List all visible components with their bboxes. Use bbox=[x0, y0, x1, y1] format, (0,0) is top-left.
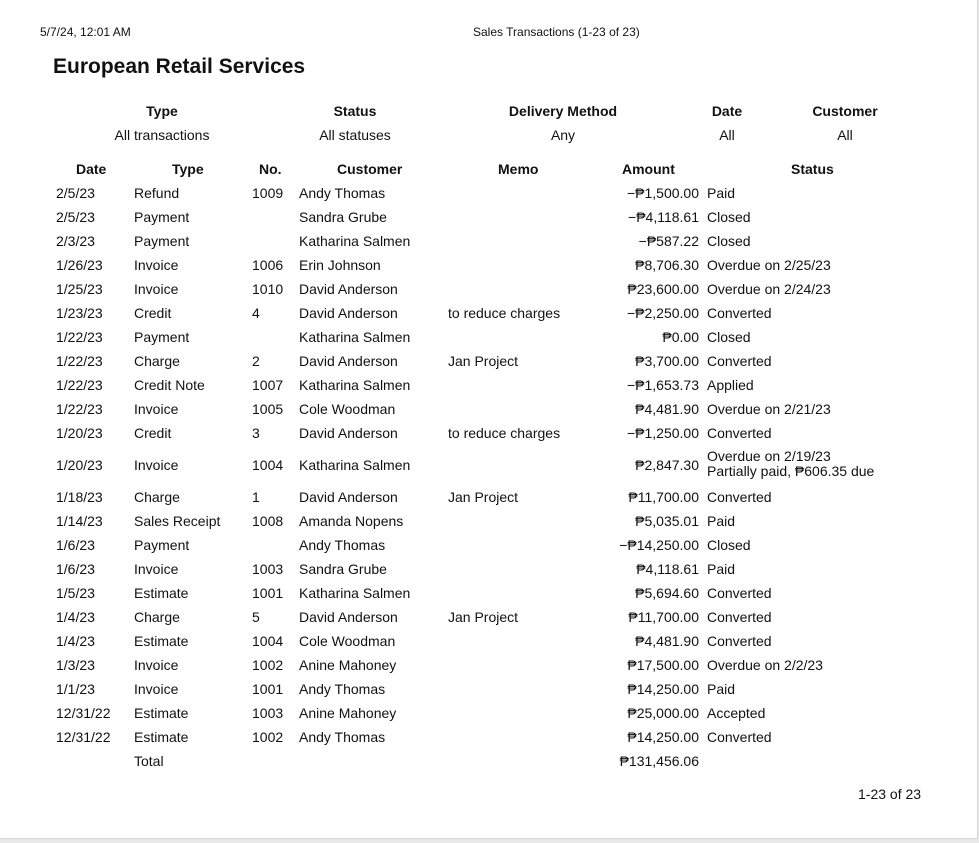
row-date: 1/22/23 bbox=[56, 401, 103, 417]
row-number: 1002 bbox=[252, 729, 284, 745]
column-header-status: Status bbox=[791, 161, 834, 177]
row-amount: −₱14,250.00 bbox=[619, 537, 699, 553]
row-type: Credit bbox=[134, 305, 172, 321]
row-type: Invoice bbox=[134, 281, 179, 297]
column-header-customer: Customer bbox=[337, 161, 403, 177]
filter-customer bbox=[795, 103, 895, 147]
row-status: Accepted bbox=[707, 705, 766, 721]
pagination-info: 1-23 of 23 bbox=[858, 786, 922, 802]
row-status-line1: Overdue on 2/19/23 bbox=[707, 448, 831, 464]
row-date: 1/3/23 bbox=[56, 657, 95, 673]
row-amount: ₱4,118.61 bbox=[636, 561, 699, 577]
row-number: 1004 bbox=[252, 457, 284, 473]
row-memo: Jan Project bbox=[448, 609, 519, 625]
row-memo: to reduce charges bbox=[448, 425, 561, 441]
row-type: Estimate bbox=[134, 705, 189, 721]
row-customer: Katharina Salmen bbox=[299, 377, 411, 393]
row-customer: Erin Johnson bbox=[299, 257, 381, 273]
filter-status-label: Status bbox=[333, 103, 377, 119]
row-status: Overdue on 2/2/23 bbox=[707, 657, 823, 673]
row-customer: Amanda Nopens bbox=[299, 513, 404, 529]
row-amount: ₱3,700.00 bbox=[635, 353, 699, 369]
row-customer: David Anderson bbox=[299, 489, 398, 505]
row-date: 1/26/23 bbox=[56, 257, 103, 273]
filter-customer-value: All bbox=[837, 127, 853, 143]
row-type: Invoice bbox=[134, 657, 179, 673]
row-customer: Andy Thomas bbox=[299, 681, 386, 697]
print-date: 5/7/24, 12:01 AM bbox=[40, 25, 131, 39]
column-header-type: Type bbox=[172, 161, 204, 177]
row-date: 1/1/23 bbox=[56, 681, 95, 697]
filter-delivery-value: Any bbox=[550, 127, 576, 143]
row-amount: −₱2,250.00 bbox=[626, 305, 699, 321]
row-amount: −₱1,500.00 bbox=[626, 185, 699, 201]
row-status: Converted bbox=[707, 425, 772, 441]
row-status: Paid bbox=[707, 513, 736, 529]
row-type: Refund bbox=[134, 185, 180, 201]
row-amount: ₱23,600.00 bbox=[627, 281, 699, 297]
row-status: Paid bbox=[707, 681, 736, 697]
row-number: 1003 bbox=[252, 705, 284, 721]
row-amount: ₱11,700.00 bbox=[628, 609, 699, 625]
row-customer: Anine Mahoney bbox=[299, 657, 397, 673]
row-status: Converted bbox=[707, 353, 772, 369]
row-type: Sales Receipt bbox=[134, 513, 221, 529]
row-date: 1/18/23 bbox=[56, 489, 103, 505]
row-type: Estimate bbox=[134, 633, 189, 649]
row-date: 2/3/23 bbox=[56, 233, 95, 249]
row-date: 1/20/23 bbox=[56, 425, 103, 441]
row-customer: Sandra Grube bbox=[299, 209, 387, 225]
row-date: 12/31/22 bbox=[56, 729, 111, 745]
row-date: 1/4/23 bbox=[56, 609, 95, 625]
total-label: Total bbox=[134, 753, 164, 769]
row-customer: Cole Woodman bbox=[299, 633, 396, 649]
row-number: 1 bbox=[252, 489, 260, 505]
row-type: Credit Note bbox=[134, 377, 205, 393]
row-customer: David Anderson bbox=[299, 305, 398, 321]
row-date: 1/25/23 bbox=[56, 281, 103, 297]
row-customer: Andy Thomas bbox=[299, 537, 386, 553]
row-customer: Cole Woodman bbox=[299, 401, 396, 417]
row-customer: David Anderson bbox=[299, 353, 398, 369]
row-type: Charge bbox=[134, 609, 180, 625]
row-date: 1/14/23 bbox=[56, 513, 103, 529]
row-amount: ₱2,847.30 bbox=[635, 457, 699, 473]
filter-date bbox=[687, 103, 767, 147]
row-amount: ₱17,500.00 bbox=[627, 657, 699, 673]
row-amount: −₱1,250.00 bbox=[626, 425, 699, 441]
row-status: Converted bbox=[707, 585, 772, 601]
row-date: 2/5/23 bbox=[56, 209, 95, 225]
row-date: 1/22/23 bbox=[56, 329, 103, 345]
filter-date-label: Date bbox=[711, 103, 743, 119]
row-date: 1/5/23 bbox=[56, 585, 95, 601]
row-type: Invoice bbox=[134, 457, 179, 473]
row-status: Converted bbox=[707, 633, 772, 649]
row-customer: David Anderson bbox=[299, 281, 398, 297]
row-status-line2: Partially paid, ₱606.35 due bbox=[707, 463, 875, 479]
row-customer: Katharina Salmen bbox=[299, 233, 411, 249]
row-memo: Jan Project bbox=[448, 353, 519, 369]
row-status bbox=[707, 449, 874, 479]
row-customer: Katharina Salmen bbox=[299, 585, 411, 601]
row-status: Converted bbox=[707, 609, 772, 625]
row-status: Converted bbox=[707, 729, 772, 745]
row-status: Applied bbox=[707, 377, 754, 393]
row-amount: ₱4,481.90 bbox=[635, 401, 699, 417]
row-customer: David Anderson bbox=[299, 425, 398, 441]
row-date: 1/22/23 bbox=[56, 353, 103, 369]
filter-delivery-method bbox=[488, 103, 638, 147]
row-type: Charge bbox=[134, 489, 180, 505]
row-type: Payment bbox=[134, 329, 190, 345]
row-customer: Katharina Salmen bbox=[299, 457, 411, 473]
row-amount: ₱25,000.00 bbox=[627, 705, 699, 721]
row-date: 1/4/23 bbox=[56, 633, 95, 649]
row-number: 1005 bbox=[252, 401, 284, 417]
row-number: 1001 bbox=[252, 681, 284, 697]
row-number: 2 bbox=[252, 353, 260, 369]
row-type: Estimate bbox=[134, 729, 189, 745]
row-number: 1008 bbox=[252, 513, 284, 529]
row-date: 1/22/23 bbox=[56, 377, 103, 393]
row-amount: ₱11,700.00 bbox=[628, 489, 699, 505]
column-header-no: No. bbox=[259, 161, 282, 177]
row-type: Payment bbox=[134, 209, 190, 225]
row-number: 1010 bbox=[252, 281, 284, 297]
filter-date-value: All bbox=[719, 127, 735, 143]
row-amount: ₱0.00 bbox=[662, 329, 699, 345]
filter-type-value: All transactions bbox=[114, 127, 210, 143]
row-status: Closed bbox=[707, 329, 751, 345]
row-number: 1007 bbox=[252, 377, 284, 393]
row-customer: Andy Thomas bbox=[299, 729, 386, 745]
column-header-date: Date bbox=[76, 161, 107, 177]
row-customer: Sandra Grube bbox=[299, 561, 387, 577]
row-number: 4 bbox=[252, 305, 260, 321]
filter-delivery-label: Delivery Method bbox=[508, 103, 618, 119]
row-status: Converted bbox=[707, 305, 772, 321]
row-amount: −₱4,118.61 bbox=[628, 209, 699, 225]
filter-status bbox=[295, 103, 415, 147]
row-number: 1001 bbox=[252, 585, 284, 601]
row-status: Paid bbox=[707, 561, 736, 577]
row-type: Payment bbox=[134, 233, 190, 249]
row-date: 1/20/23 bbox=[56, 457, 103, 473]
row-type: Invoice bbox=[134, 401, 179, 417]
row-status: Closed bbox=[707, 233, 751, 249]
row-type: Invoice bbox=[134, 681, 179, 697]
row-number: 1009 bbox=[252, 185, 284, 201]
row-memo: Jan Project bbox=[448, 489, 519, 505]
column-header-amount: Amount bbox=[622, 161, 675, 177]
row-number: 1003 bbox=[252, 561, 284, 577]
row-type: Charge bbox=[134, 353, 180, 369]
filter-type-label: Type bbox=[146, 103, 178, 119]
row-type: Estimate bbox=[134, 585, 189, 601]
row-status: Converted bbox=[707, 489, 772, 505]
row-amount: ₱5,694.60 bbox=[635, 585, 699, 601]
row-type: Credit bbox=[134, 425, 172, 441]
row-customer: Katharina Salmen bbox=[299, 329, 411, 345]
row-type: Invoice bbox=[134, 257, 179, 273]
row-amount: ₱5,035.01 bbox=[635, 513, 699, 529]
row-status: Paid bbox=[707, 185, 736, 201]
row-amount: ₱14,250.00 bbox=[627, 681, 699, 697]
row-date: 1/6/23 bbox=[56, 537, 95, 553]
row-status: Overdue on 2/21/23 bbox=[707, 401, 831, 417]
row-date: 2/5/23 bbox=[56, 185, 95, 201]
row-customer: Andy Thomas bbox=[299, 185, 386, 201]
row-number: 1006 bbox=[252, 257, 284, 273]
row-number: 1004 bbox=[252, 633, 284, 649]
row-type: Invoice bbox=[134, 561, 179, 577]
filter-type bbox=[92, 103, 232, 147]
row-customer: Anine Mahoney bbox=[299, 705, 397, 721]
row-date: 1/23/23 bbox=[56, 305, 103, 321]
row-amount: ₱4,481.90 bbox=[635, 633, 699, 649]
filter-customer-label: Customer bbox=[812, 103, 878, 119]
row-number: 5 bbox=[252, 609, 260, 625]
row-number: 1002 bbox=[252, 657, 284, 673]
row-amount: ₱8,706.30 bbox=[635, 257, 699, 273]
row-status: Overdue on 2/24/23 bbox=[707, 281, 831, 297]
company-name: European Retail Services bbox=[53, 55, 306, 78]
column-header-memo: Memo bbox=[498, 161, 539, 177]
row-type: Payment bbox=[134, 537, 190, 553]
row-status: Overdue on 2/25/23 bbox=[707, 257, 831, 273]
row-status: Closed bbox=[707, 537, 751, 553]
row-memo: to reduce charges bbox=[448, 305, 561, 321]
row-amount: −₱1,653.73 bbox=[626, 377, 699, 393]
total-amount: ₱131,456.06 bbox=[619, 753, 699, 769]
row-date: 1/6/23 bbox=[56, 561, 95, 577]
row-status: Closed bbox=[707, 209, 751, 225]
row-amount: −₱587.22 bbox=[638, 233, 699, 249]
row-number: 3 bbox=[252, 425, 260, 441]
report-title: Sales Transactions (1-23 of 23) bbox=[473, 25, 640, 39]
row-date: 12/31/22 bbox=[56, 705, 111, 721]
filter-status-value: All statuses bbox=[319, 127, 391, 143]
row-customer: David Anderson bbox=[299, 609, 398, 625]
row-amount: ₱14,250.00 bbox=[627, 729, 699, 745]
